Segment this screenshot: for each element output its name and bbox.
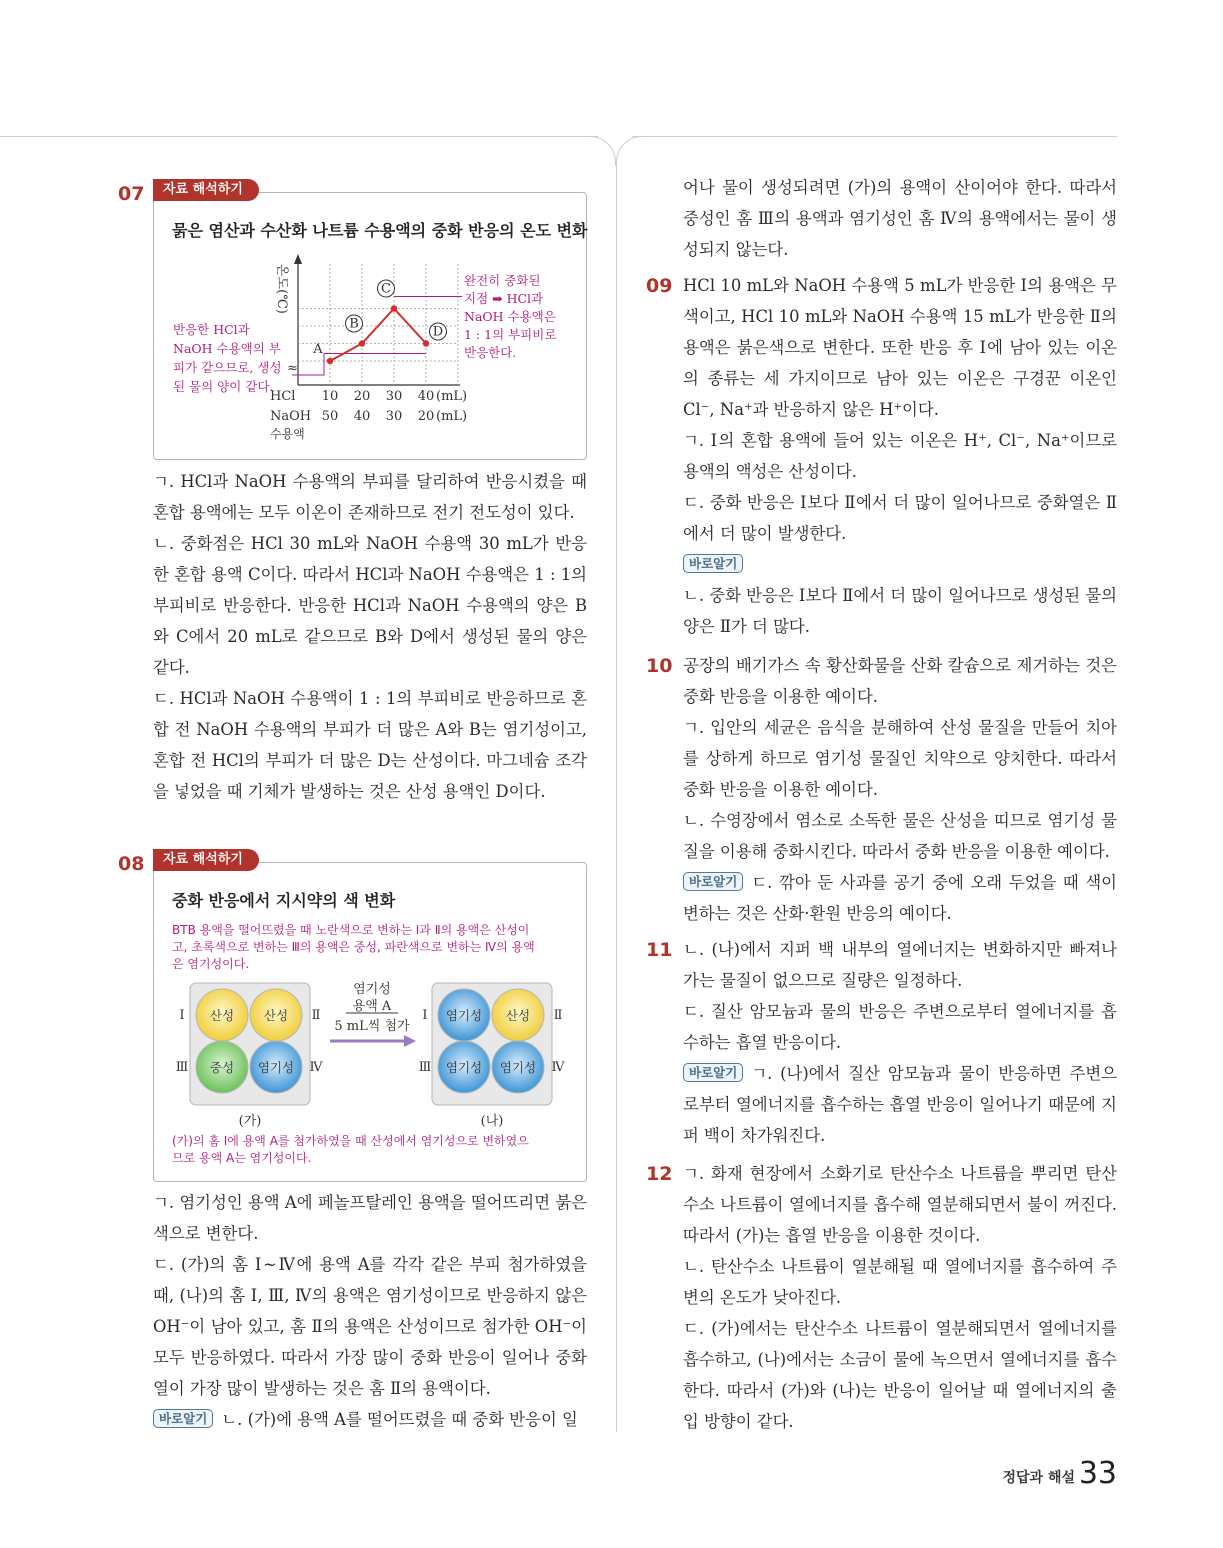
- q08-explanation: [153, 1187, 587, 1435]
- q12-para-3: ㄷ. (가)에서는 탄산수소 나트륨이 열분해되면서 열에너지를 흡수하고, (나)에서는 소금이 물에 녹으면서 열에너지를 흡수한다. 따라서 (가)와 (나)는 반응이 일어날 때 열에너지의 출입 방향이 같다.: [683, 1319, 1117, 1431]
- axis-break: ≈: [287, 361, 298, 376]
- q08-note-line-1: (가)의 홈 Ⅰ에 용액 A를 첨가하였을 때 산성에서 염기성으로 변하였으: [172, 1134, 529, 1148]
- arrow-head: [404, 1035, 416, 1047]
- annot-right-line-1: 완전히 중화된: [464, 273, 541, 288]
- q10-explanation: [683, 650, 1117, 929]
- well-na-2-label: 산성: [505, 1008, 531, 1023]
- q12-para-1: ㄱ. 화재 현장에서 소화기로 탄산수소 나트륨을 뿌리면 탄산수소 나트륨이 열에너지를 흡수해 열분해되면서 불이 꺼진다. 따라서 (가)는 흡열 반응을 이용한 것이다.: [683, 1164, 1117, 1245]
- q12-explanation: [683, 1158, 1117, 1437]
- binding-curve-left: [590, 136, 616, 166]
- tick-hcl-40: 40: [417, 389, 435, 404]
- tick-naoh-50: 50: [321, 409, 339, 424]
- row-label-solution: 수용액: [270, 427, 305, 441]
- chart-ylabel: 온도(℃): [274, 264, 289, 314]
- q10-para-1: 공장의 배기가스 속 황산화물을 산화 칼슘으로 제거하는 것은 중화 반응을 이용한 예이다.: [683, 656, 1117, 706]
- row-label-hcl: HCl: [270, 389, 296, 404]
- roman-ga-1: Ⅰ: [179, 1008, 185, 1023]
- question-number-11: 11: [646, 939, 673, 961]
- tick-hcl-20: 20: [353, 389, 371, 404]
- point-label-C: C: [381, 281, 391, 297]
- annotation-left: [173, 322, 282, 394]
- well-ga-4-label: 염기성: [257, 1060, 295, 1075]
- caption-na: (나): [480, 1114, 504, 1129]
- point-C: [391, 305, 397, 311]
- q10-wrong-badge: 바로알기: [683, 872, 743, 891]
- q09-para-3: ㄷ. 중화 반응은 Ⅰ보다 Ⅱ에서 더 많이 일어나므로 중화열은 Ⅱ에서 더 많이 발생한다.: [683, 493, 1117, 543]
- q08-continued: [683, 172, 1117, 265]
- roman-na-1: Ⅰ: [422, 1008, 428, 1023]
- annot-right-line-3: NaOH 수용액은: [464, 309, 556, 324]
- annot-right-line-2: 지점 ➡ HCl과: [464, 291, 544, 306]
- point-B: [359, 340, 365, 346]
- page-number: 33: [1078, 1456, 1117, 1491]
- unit-naoh: (mL): [436, 409, 468, 424]
- roman-ga-3: Ⅲ: [175, 1060, 189, 1075]
- annotation-right: [464, 273, 556, 360]
- y-axis-arrow: [294, 254, 302, 264]
- roman-na-4: Ⅳ: [551, 1060, 565, 1075]
- q09-para-1: HCl 10 mL와 NaOH 수용액 5 mL가 반응한 Ⅰ의 용액은 무색이고, HCl 10 mL와 NaOH 수용액 15 mL가 반응한 Ⅱ의 용액은 붉은색으로 변한다. 또한 반응 후 Ⅰ에 남아 있는 이온의 종류는 세 가지이므로 남아 있는 이온은 구경꾼 이온인 Cl⁻, Na⁺과 반응하지 않은 H⁺이다.: [683, 276, 1117, 419]
- caption-ga: (가): [238, 1114, 262, 1129]
- indicator-plates-figure: [160, 975, 580, 1135]
- chart-ticks: [270, 389, 467, 441]
- point-label-A: A: [313, 342, 323, 357]
- arrow-label-1: 염기성: [353, 982, 391, 997]
- question-number-09: 09: [646, 275, 673, 297]
- q08-wrong-text: ㄴ. (가)에 용액 A를 떨어뜨렸을 때 중화 반응이 일: [221, 1410, 578, 1429]
- leader-left: [292, 354, 362, 376]
- tick-hcl-10: 10: [321, 389, 339, 404]
- roman-na-2: Ⅱ: [553, 1008, 563, 1023]
- q10-para-2: ㄱ. 입안의 세균은 음식을 분해하여 산성 물질을 만들어 치아를 상하게 하므로 염기성 물질인 치약으로 양치한다. 따라서 중화 반응을 이용한 예이다.: [683, 718, 1117, 799]
- annot-left-line-3: 피가 같으므로, 생성: [173, 360, 282, 375]
- q08-desc-line-3: 은 염기성이다.: [172, 957, 250, 971]
- point-label-B: B: [349, 316, 359, 332]
- question-number-10: 10: [646, 655, 673, 677]
- well-ga-2-label: 산성: [263, 1008, 289, 1023]
- q08-para-1: ㄱ. 염기성인 용액 A에 페놀프탈레인 용액을 떨어뜨리면 붉은색으로 변한다.: [153, 1193, 587, 1243]
- q07-box-title: 묽은 염산과 수산화 나트륨 수용액의 중화 반응의 온도 변화: [172, 221, 588, 240]
- tick-naoh-30: 30: [385, 409, 403, 424]
- q08-para-2: ㄷ. (가)의 홈 Ⅰ~Ⅳ에 용액 A를 각각 같은 부피 첨가하였을 때, (나)의 홈 Ⅰ, Ⅲ, Ⅳ의 용액은 염기성이므로 반응하지 않은 OH⁻이 남아 있고, 홈 Ⅱ의 용액은 산성이므로 첨가한 OH⁻이 모두 반응하였다. 따라서 가장 많이 중화 반응이 일어나 중화열이 가장 많이 발생하는 것은 홈 Ⅱ의 용액이다.: [153, 1255, 587, 1398]
- roman-na-3: Ⅲ: [418, 1060, 432, 1075]
- q08-box-title: 중화 반응에서 지시약의 색 변화: [172, 891, 396, 910]
- annot-right-line-4: 1 : 1의 부피비로: [464, 327, 557, 342]
- arrow-label-3: 5 mL씩 첨가: [334, 1019, 410, 1034]
- point-label-D: D: [432, 324, 444, 340]
- q09-explanation: [683, 270, 1117, 642]
- tick-naoh-40: 40: [353, 409, 371, 424]
- top-rule-right: [632, 136, 1117, 137]
- q07-para-2: ㄴ. 중화점은 HCl 30 mL와 NaOH 수용액 30 mL가 반응한 혼합 용액 C이다. 따라서 HCl과 NaOH 수용액은 1 : 1의 부피비로 반응한다. 반응한 HCl과 NaOH 수용액의 양은 B와 C에서 20 mL로 같으므로 B와 D에서 생성된 물의 양은 같다.: [153, 534, 587, 677]
- annot-left-line-4: 된 물의 양이 같다.: [173, 379, 274, 394]
- question-number-12: 12: [646, 1163, 673, 1185]
- top-rule-left: [0, 136, 598, 137]
- annot-left-line-2: NaOH 수용액의 부: [173, 341, 281, 356]
- column-divider: [616, 164, 617, 1432]
- well-na-1-label: 염기성: [445, 1008, 483, 1023]
- unit-hcl: (mL): [436, 389, 468, 404]
- temperature-chart: [160, 250, 580, 450]
- q08-desc-line-2: 고, 초록색으로 변하는 Ⅲ의 용액은 중성, 파란색으로 변하는 Ⅳ의 용액: [172, 940, 535, 954]
- question-number-08: 08: [118, 853, 145, 875]
- tick-hcl-30: 30: [385, 389, 403, 404]
- well-na-4-label: 염기성: [499, 1060, 537, 1075]
- point-A: [327, 358, 333, 364]
- arrow-label-2: 용액 A: [352, 999, 392, 1014]
- q09-para-2: ㄱ. Ⅰ의 혼합 용액에 들어 있는 이온은 H⁺, Cl⁻, Na⁺이므로 용액의 액성은 산성이다.: [683, 431, 1117, 481]
- q11-para-2: ㄷ. 질산 암모늄과 물의 반응은 주변으로부터 열에너지를 흡수하는 흡열 반응이다.: [683, 1002, 1117, 1052]
- well-na-3-label: 염기성: [445, 1060, 483, 1075]
- q10-wrong-text: ㄷ. 깎아 둔 사과를 공기 중에 오래 두었을 때 색이 변하는 것은 산화·환원 반응의 예이다.: [683, 873, 1117, 923]
- well-ga-1-label: 산성: [209, 1008, 235, 1023]
- q08-desc-line-1: BTB 용액을 떨어뜨렸을 때 노란색으로 변하는 Ⅰ과 Ⅱ의 용액은 산성이: [172, 923, 530, 937]
- well-ga-3-label: 중성: [209, 1060, 235, 1075]
- annot-right-line-5: 반응한다.: [464, 345, 517, 360]
- q07-explanation: [153, 466, 587, 807]
- q12-para-2: ㄴ. 탄산수소 나트륨이 열분해될 때 열에너지를 흡수하여 주변의 온도가 낮아진다.: [683, 1257, 1117, 1307]
- q08-wrong: [153, 1404, 587, 1435]
- q09-wrong-text: ㄴ. 중화 반응은 Ⅰ보다 Ⅱ에서 더 많이 일어나므로 생성된 물의 양은 Ⅱ가 더 많다.: [683, 586, 1117, 636]
- q07-tag: 자료 해석하기: [153, 179, 259, 201]
- q08-continued-text: 어나 물이 생성되려면 (가)의 용액이 산이어야 한다. 따라서 중성인 홈 Ⅲ의 용액과 염기성인 홈 Ⅳ의 용액에서는 물이 생성되지 않는다.: [683, 178, 1117, 259]
- q07-para-1: ㄱ. HCl과 NaOH 수용액의 부피를 달리하여 반응시켰을 때 혼합 용액에는 모두 이온이 존재하므로 전기 전도성이 있다.: [153, 472, 587, 522]
- q11-wrong: [683, 1058, 1117, 1151]
- q11-explanation: [683, 934, 1117, 1151]
- tick-naoh-20: 20: [417, 409, 435, 424]
- q11-wrong-text: ㄱ. (나)에서 질산 암모늄과 물이 반응하면 주변으로부터 열에너지를 흡수하는 흡열 반응이 일어나기 때문에 지퍼 백이 차가워진다.: [683, 1064, 1117, 1145]
- q10-wrong: [683, 867, 1117, 929]
- q11-para-1: ㄴ. (나)에서 지퍼 백 내부의 열에너지는 변화하지만 빠져나가는 물질이 없으므로 질량은 일정하다.: [683, 940, 1117, 990]
- row-label-naoh: NaOH: [270, 409, 312, 424]
- q10-para-3: ㄴ. 수영장에서 염소로 소독한 물은 산성을 띠므로 염기성 물질을 이용해 중화시킨다. 따라서 중화 반응을 이용한 예이다.: [683, 811, 1117, 861]
- footer-label: 정답과 해설: [1002, 1470, 1075, 1486]
- q07-para-3: ㄷ. HCl과 NaOH 수용액이 1 : 1의 부피비로 반응하므로 혼합 전 NaOH 수용액의 부피가 더 많은 A와 B는 염기성이고, 혼합 전 HCl의 부피가 더 많은 D는 산성이다. 마그네슘 조각을 넣었을 때 기체가 발생하는 것은 산성 용액인 D이다.: [153, 689, 587, 801]
- q09-wrong-badge: 바로알기: [683, 554, 743, 573]
- binding-curve-right: [616, 136, 642, 166]
- q11-wrong-badge: 바로알기: [683, 1063, 743, 1082]
- q08-box-description: [172, 922, 577, 973]
- question-number-07: 07: [118, 183, 145, 205]
- point-D: [423, 340, 429, 346]
- q08-note: [172, 1133, 577, 1167]
- chart-marks: [292, 280, 462, 375]
- q08-tag: 자료 해석하기: [153, 849, 259, 871]
- q08-wrong-badge: 바로알기: [153, 1409, 213, 1428]
- annot-left-line-1: 반응한 HCl과: [173, 322, 250, 337]
- q08-note-line-2: 므로 용액 A는 염기성이다.: [172, 1151, 312, 1165]
- roman-ga-4: Ⅳ: [309, 1060, 323, 1075]
- roman-ga-2: Ⅱ: [311, 1008, 321, 1023]
